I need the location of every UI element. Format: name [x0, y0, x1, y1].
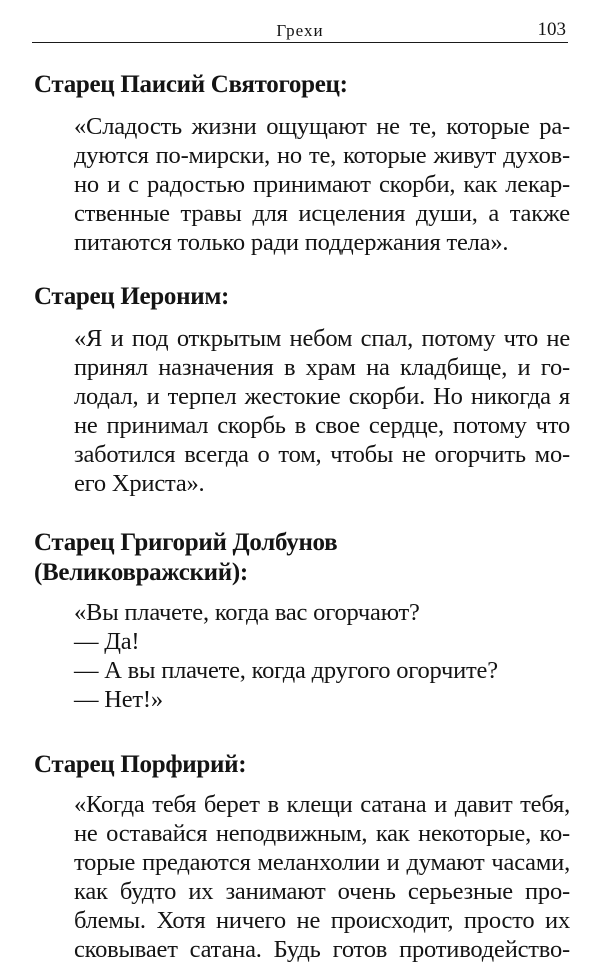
chapter-title: Грехи — [276, 21, 324, 40]
quote-line: сковывает сатана. Будь готов противодейство- — [74, 936, 570, 963]
quote-line: «Я и под открытым небом спал, потому что не — [74, 325, 570, 352]
running-head — [32, 18, 568, 43]
quote-line: блемы. Хотя ничего не происходит, просто их — [74, 907, 570, 934]
quote-line: торые предаются меланхолии и думают часами, — [74, 849, 570, 876]
quote-text — [34, 598, 570, 714]
quote-line: как будто их занимают очень серьезные про- — [74, 878, 570, 905]
quote-line: «Сладость жизни ощущают не те, которые ра- — [74, 113, 570, 140]
quote-line: но и с радостью принимают скорби, как лекар- — [74, 171, 570, 198]
quote-line: дуются по-мирски, но те, которые живут духов- — [74, 142, 570, 169]
quote-line: заботился всегда о том, чтобы не огорчить мо- — [74, 441, 570, 468]
quote-line: «Когда тебя берет в клещи сатана и давит тебя, — [74, 791, 570, 818]
quote-line: — Да! — [74, 628, 140, 655]
quote-line: ственные травы для исцеления души, а также — [74, 200, 570, 227]
page-number: 103 — [537, 19, 566, 40]
quote-text — [34, 324, 570, 498]
quote-author-subtitle: (Великовражский): — [34, 559, 248, 586]
quote-author: Старец Порфирий: — [34, 751, 247, 778]
quote-section-hieronymus — [34, 282, 570, 498]
quote-line: — Нет!» — [74, 686, 163, 713]
quote-line: «Вы плачете, когда вас огорчают? — [74, 599, 420, 626]
quote-section-gregory — [34, 528, 570, 714]
quote-author: Старец Иероним: — [34, 283, 230, 310]
quote-section-porphyrios — [34, 750, 570, 964]
quote-line: лодал, и терпел жестокие скорби. Но никогда я — [74, 383, 570, 410]
quote-line: — А вы плачете, когда другого огорчите? — [74, 657, 498, 684]
quote-line: его Христа». — [74, 470, 205, 497]
quote-line: принял назначения в храм на кладбище, и го- — [74, 354, 570, 381]
quote-line: не принимал скорбь в свое сердце, потому что — [74, 412, 570, 439]
quote-text — [34, 790, 570, 964]
quote-section-paisios — [34, 70, 570, 257]
quote-text — [34, 112, 570, 257]
quote-line: питаются только ради поддержания тела». — [74, 229, 509, 256]
quote-line: не оставайся неподвижным, как некоторые, ко- — [74, 820, 570, 847]
quote-author: Старец Паисий Святогорец: — [34, 71, 348, 98]
quote-author: Старец Григорий Долбунов — [34, 529, 338, 556]
